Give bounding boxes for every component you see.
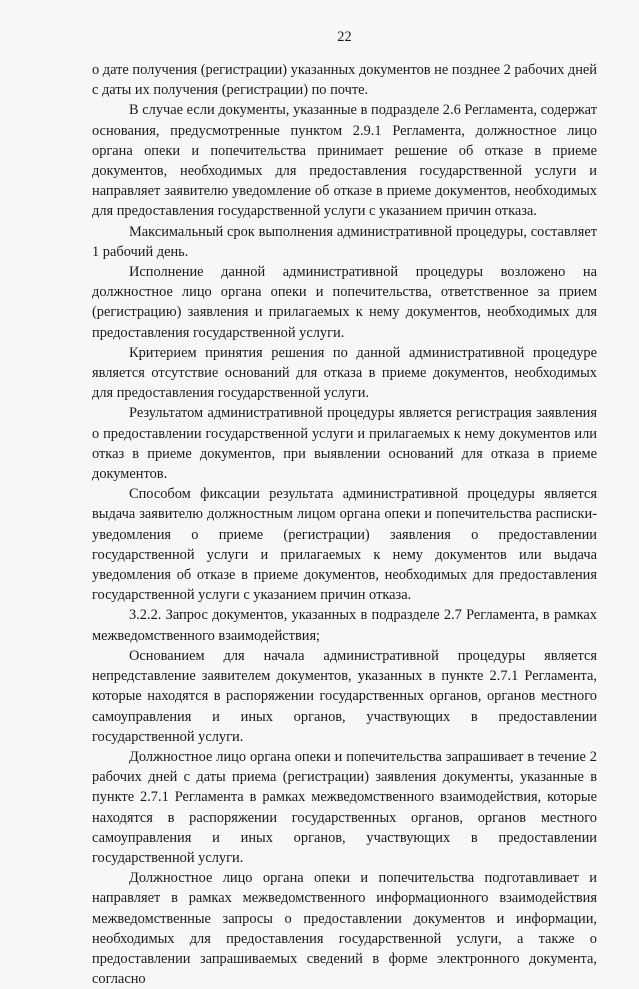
paragraph: Критерием принятия решения по данной административной процедуре является отсутствие оснований для отказа в приеме документов, необходимых для предоставления государственной услуги. [92,344,597,402]
paragraph: Максимальный срок выполнения административной процедуры, составляет 1 рабочий день. [92,223,597,260]
paragraph: о дате получения (регистрации) указанных документов не позднее 2 рабочих дней с даты их получения (регистрации) по почте. [92,62,597,99]
paragraph: Основанием для начала административной процедуры является непредставление заявителем документов, указанных в пункте 2.7.1 Регламента, которые находятся в распоряжении государственных органов, органов местного самоуправления и иных органов, участвующих в предоставлении государственной услуги. [92,647,597,745]
paragraph: В случае если документы, указанные в подразделе 2.6 Регламента, содержат основания, предусмотренные пунктом 2.9.1 Регламента, должностное лицо органа опеки и попечительства принимает решение об отказе в приеме документов, необходимых для предоставления государственной услуги и направляет заявителю уведомление об отказе в приеме документов, необходимых для предоставления государственной услуги с указанием причин отказа. [92,102,597,220]
paragraph: Должностное лицо органа опеки и попечительства подготавливает и направляет в рамках межведомственного информационного взаимодействия межведомственные запросы о предоставлении документов и информации, необходимых для предоставления государственной услуги, а также о предоставлении запрашиваемых сведений в форме электронного документа, согласно [92,870,597,988]
paragraph: 3.2.2. Запрос документов, указанных в подразделе 2.7 Регламента, в рамках межведомственного взаимодействия; [92,607,597,644]
paragraph: Результатом административной процедуры является регистрация заявления о предоставлении государственной услуги и прилагаемых к нему документов или отказ в приеме документов, при выявлении оснований для отказа в приеме документов. [92,405,597,483]
paragraph: Должностное лицо органа опеки и попечительства запрашивает в течение 2 рабочих дней с даты приема (регистрации) заявления документы, указанные в пункте 2.7.1 Регламента в рамках межведомственного взаимодействия, которые находятся в распоряжении государственных органов, органов местного самоуправления и иных органов, участвующих в предоставлении государственной услуги. [92,748,597,866]
page-number: 22 [337,29,352,45]
paragraph: Способом фиксации результата административной процедуры является выдача заявителю должностным лицом органа опеки и попечительства расписки-уведомления о приеме (регистрации) заявления о предоставлении государственной услуги и прилагаемых к нему документов или выдача уведомления об отказе в приеме документов, необходимых для предоставления государственной услуги с указанием причин отказа. [92,486,597,604]
paragraph: Исполнение данной административной процедуры возложено на должностное лицо органа опеки и попечительства, ответственное за прием (регистрацию) заявления и прилагаемых к нему документов, необходимых для предоставления государственной услуги. [92,264,597,341]
